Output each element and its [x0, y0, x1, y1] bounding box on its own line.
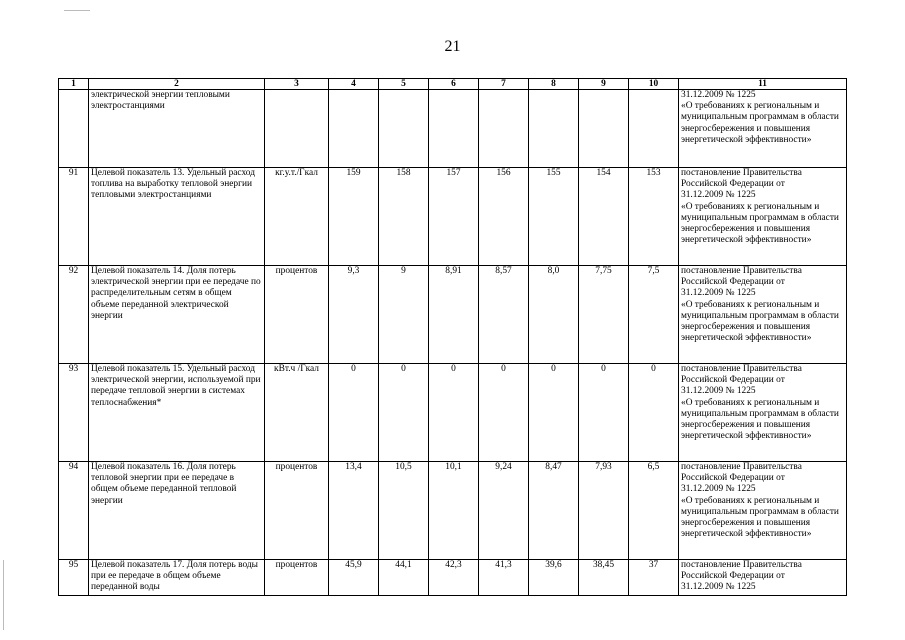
scan-mark-top-left	[64, 10, 90, 11]
value-col-10: 7,5	[629, 266, 679, 364]
legal-basis-line: «О требованиях к региональным и муниципальным программам в области энергосбережения и повышения энергетической эффективности»	[681, 495, 839, 540]
value-col-6: 42,3	[429, 560, 479, 596]
legal-basis-line: постановление Правительства Российской Федерации от	[681, 364, 802, 386]
column-header-10: 10	[629, 79, 679, 90]
value-col-7: 0	[479, 364, 529, 462]
header-row	[59, 79, 847, 90]
table-row	[59, 462, 847, 560]
value-col-6: 8,91	[429, 266, 479, 364]
value-col-5: 10,5	[379, 462, 429, 560]
legal-basis	[679, 462, 847, 560]
indicator-name: Целевой показатель 14. Доля потерь электрической энергии при ее передаче по распределительным сетям в общем объеме переданной электрической энергии	[89, 266, 265, 364]
column-header-8: 8	[529, 79, 579, 90]
value-col-8: 8,47	[529, 462, 579, 560]
unit: процентов	[265, 560, 329, 596]
value-col-7: 156	[479, 168, 529, 266]
indicator-name: электрической энергии тепловыми электростанциями	[89, 90, 265, 168]
scan-mark-left-edge	[3, 560, 4, 630]
page-number: 21	[444, 38, 461, 55]
column-header-1: 1	[59, 79, 89, 90]
legal-basis-line: 31.12.2009 № 1225	[681, 386, 756, 397]
legal-basis-line: 31.12.2009 № 1225	[681, 288, 756, 299]
legal-basis-line: 31.12.2009 № 1225	[681, 190, 756, 201]
legal-basis	[679, 168, 847, 266]
legal-basis-line: постановление Правительства Российской Федерации от	[681, 168, 802, 190]
value-col-9: 7,75	[579, 266, 629, 364]
value-col-6: 10,1	[429, 462, 479, 560]
value-col-5	[379, 90, 429, 168]
value-col-8: 0	[529, 364, 579, 462]
value-col-8: 155	[529, 168, 579, 266]
row-number: 91	[59, 168, 89, 266]
value-col-5: 9	[379, 266, 429, 364]
value-col-8	[529, 90, 579, 168]
value-col-10: 6,5	[629, 462, 679, 560]
legal-basis	[679, 266, 847, 364]
unit: кВт.ч /Гкал	[265, 364, 329, 462]
value-col-10: 0	[629, 364, 679, 462]
unit: процентов	[265, 266, 329, 364]
unit: процентов	[265, 462, 329, 560]
legal-basis	[679, 90, 847, 168]
value-col-7: 41,3	[479, 560, 529, 596]
value-col-5: 158	[379, 168, 429, 266]
row-number: 94	[59, 462, 89, 560]
value-col-10: 37	[629, 560, 679, 596]
indicator-name: Целевой показатель 13. Удельный расход топлива на выработку тепловой энергии тепловыми электростанциями	[89, 168, 265, 266]
unit	[265, 90, 329, 168]
legal-basis-line: «О требованиях к региональным и муниципальным программам в области энергосбережения и повышения энергетической эффективности»	[681, 397, 839, 442]
table-row	[59, 266, 847, 364]
value-col-4: 9,3	[329, 266, 379, 364]
value-col-5: 0	[379, 364, 429, 462]
value-col-8: 8,0	[529, 266, 579, 364]
value-col-6: 157	[429, 168, 479, 266]
legal-basis-line: «О требованиях к региональным и муниципальным программам в области энергосбережения и повышения энергетической эффективности»	[681, 299, 839, 344]
value-col-10	[629, 90, 679, 168]
column-header-9: 9	[579, 79, 629, 90]
value-col-4	[329, 90, 379, 168]
legal-basis-line: 31.12.2009 № 1225	[681, 582, 756, 593]
value-col-4: 159	[329, 168, 379, 266]
legal-basis-line: «О требованиях к региональным и муниципальным программам в области энергосбережения и повышения энергетической эффективности»	[681, 201, 839, 246]
column-header-5: 5	[379, 79, 429, 90]
indicator-name: Целевой показатель 16. Доля потерь тепловой энергии при ее передаче в общем объеме переданной тепловой энергии	[89, 462, 265, 560]
indicator-name: Целевой показатель 17. Доля потерь воды при ее передаче в общем объеме переданной воды	[89, 560, 265, 596]
row-number: 93	[59, 364, 89, 462]
table-row	[59, 90, 847, 168]
value-col-7: 9,24	[479, 462, 529, 560]
column-header-2: 2	[89, 79, 265, 90]
value-col-4: 45,9	[329, 560, 379, 596]
value-col-4: 0	[329, 364, 379, 462]
value-col-7: 8,57	[479, 266, 529, 364]
value-col-5: 44,1	[379, 560, 429, 596]
column-header-7: 7	[479, 79, 529, 90]
unit: кг.у.т./Гкал	[265, 168, 329, 266]
row-number: 95	[59, 560, 89, 596]
value-col-9: 38,45	[579, 560, 629, 596]
value-col-6	[429, 90, 479, 168]
column-header-3: 3	[265, 79, 329, 90]
indicators-table	[58, 78, 847, 596]
table-row	[59, 364, 847, 462]
value-col-6: 0	[429, 364, 479, 462]
value-col-9: 0	[579, 364, 629, 462]
table-row	[59, 560, 847, 596]
value-col-4: 13,4	[329, 462, 379, 560]
legal-basis-line: постановление Правительства Российской Федерации от	[681, 560, 802, 582]
value-col-7	[479, 90, 529, 168]
column-header-6: 6	[429, 79, 479, 90]
column-header-4: 4	[329, 79, 379, 90]
row-number: 92	[59, 266, 89, 364]
legal-basis-line: 31.12.2009 № 1225	[681, 484, 756, 495]
legal-basis	[679, 560, 847, 596]
value-col-9: 154	[579, 168, 629, 266]
legal-basis-line: постановление Правительства Российской Федерации от	[681, 266, 802, 288]
row-number	[59, 90, 89, 168]
indicator-name: Целевой показатель 15. Удельный расход электрической энергии, используемой при передаче тепловой энергии в системах теплоснабжения*	[89, 364, 265, 462]
column-header-11: 11	[679, 79, 847, 90]
legal-basis-line: 31.12.2009 № 1225	[681, 90, 756, 100]
legal-basis	[679, 364, 847, 462]
value-col-9: 7,93	[579, 462, 629, 560]
value-col-9	[579, 90, 629, 168]
table-body	[59, 90, 847, 596]
value-col-10: 153	[629, 168, 679, 266]
legal-basis-line: «О требованиях к региональным и муниципальным программам в области энергосбережения и повышения энергетической эффективности»	[681, 101, 839, 145]
table-row	[59, 168, 847, 266]
value-col-8: 39,6	[529, 560, 579, 596]
legal-basis-line: постановление Правительства Российской Федерации от	[681, 462, 802, 484]
